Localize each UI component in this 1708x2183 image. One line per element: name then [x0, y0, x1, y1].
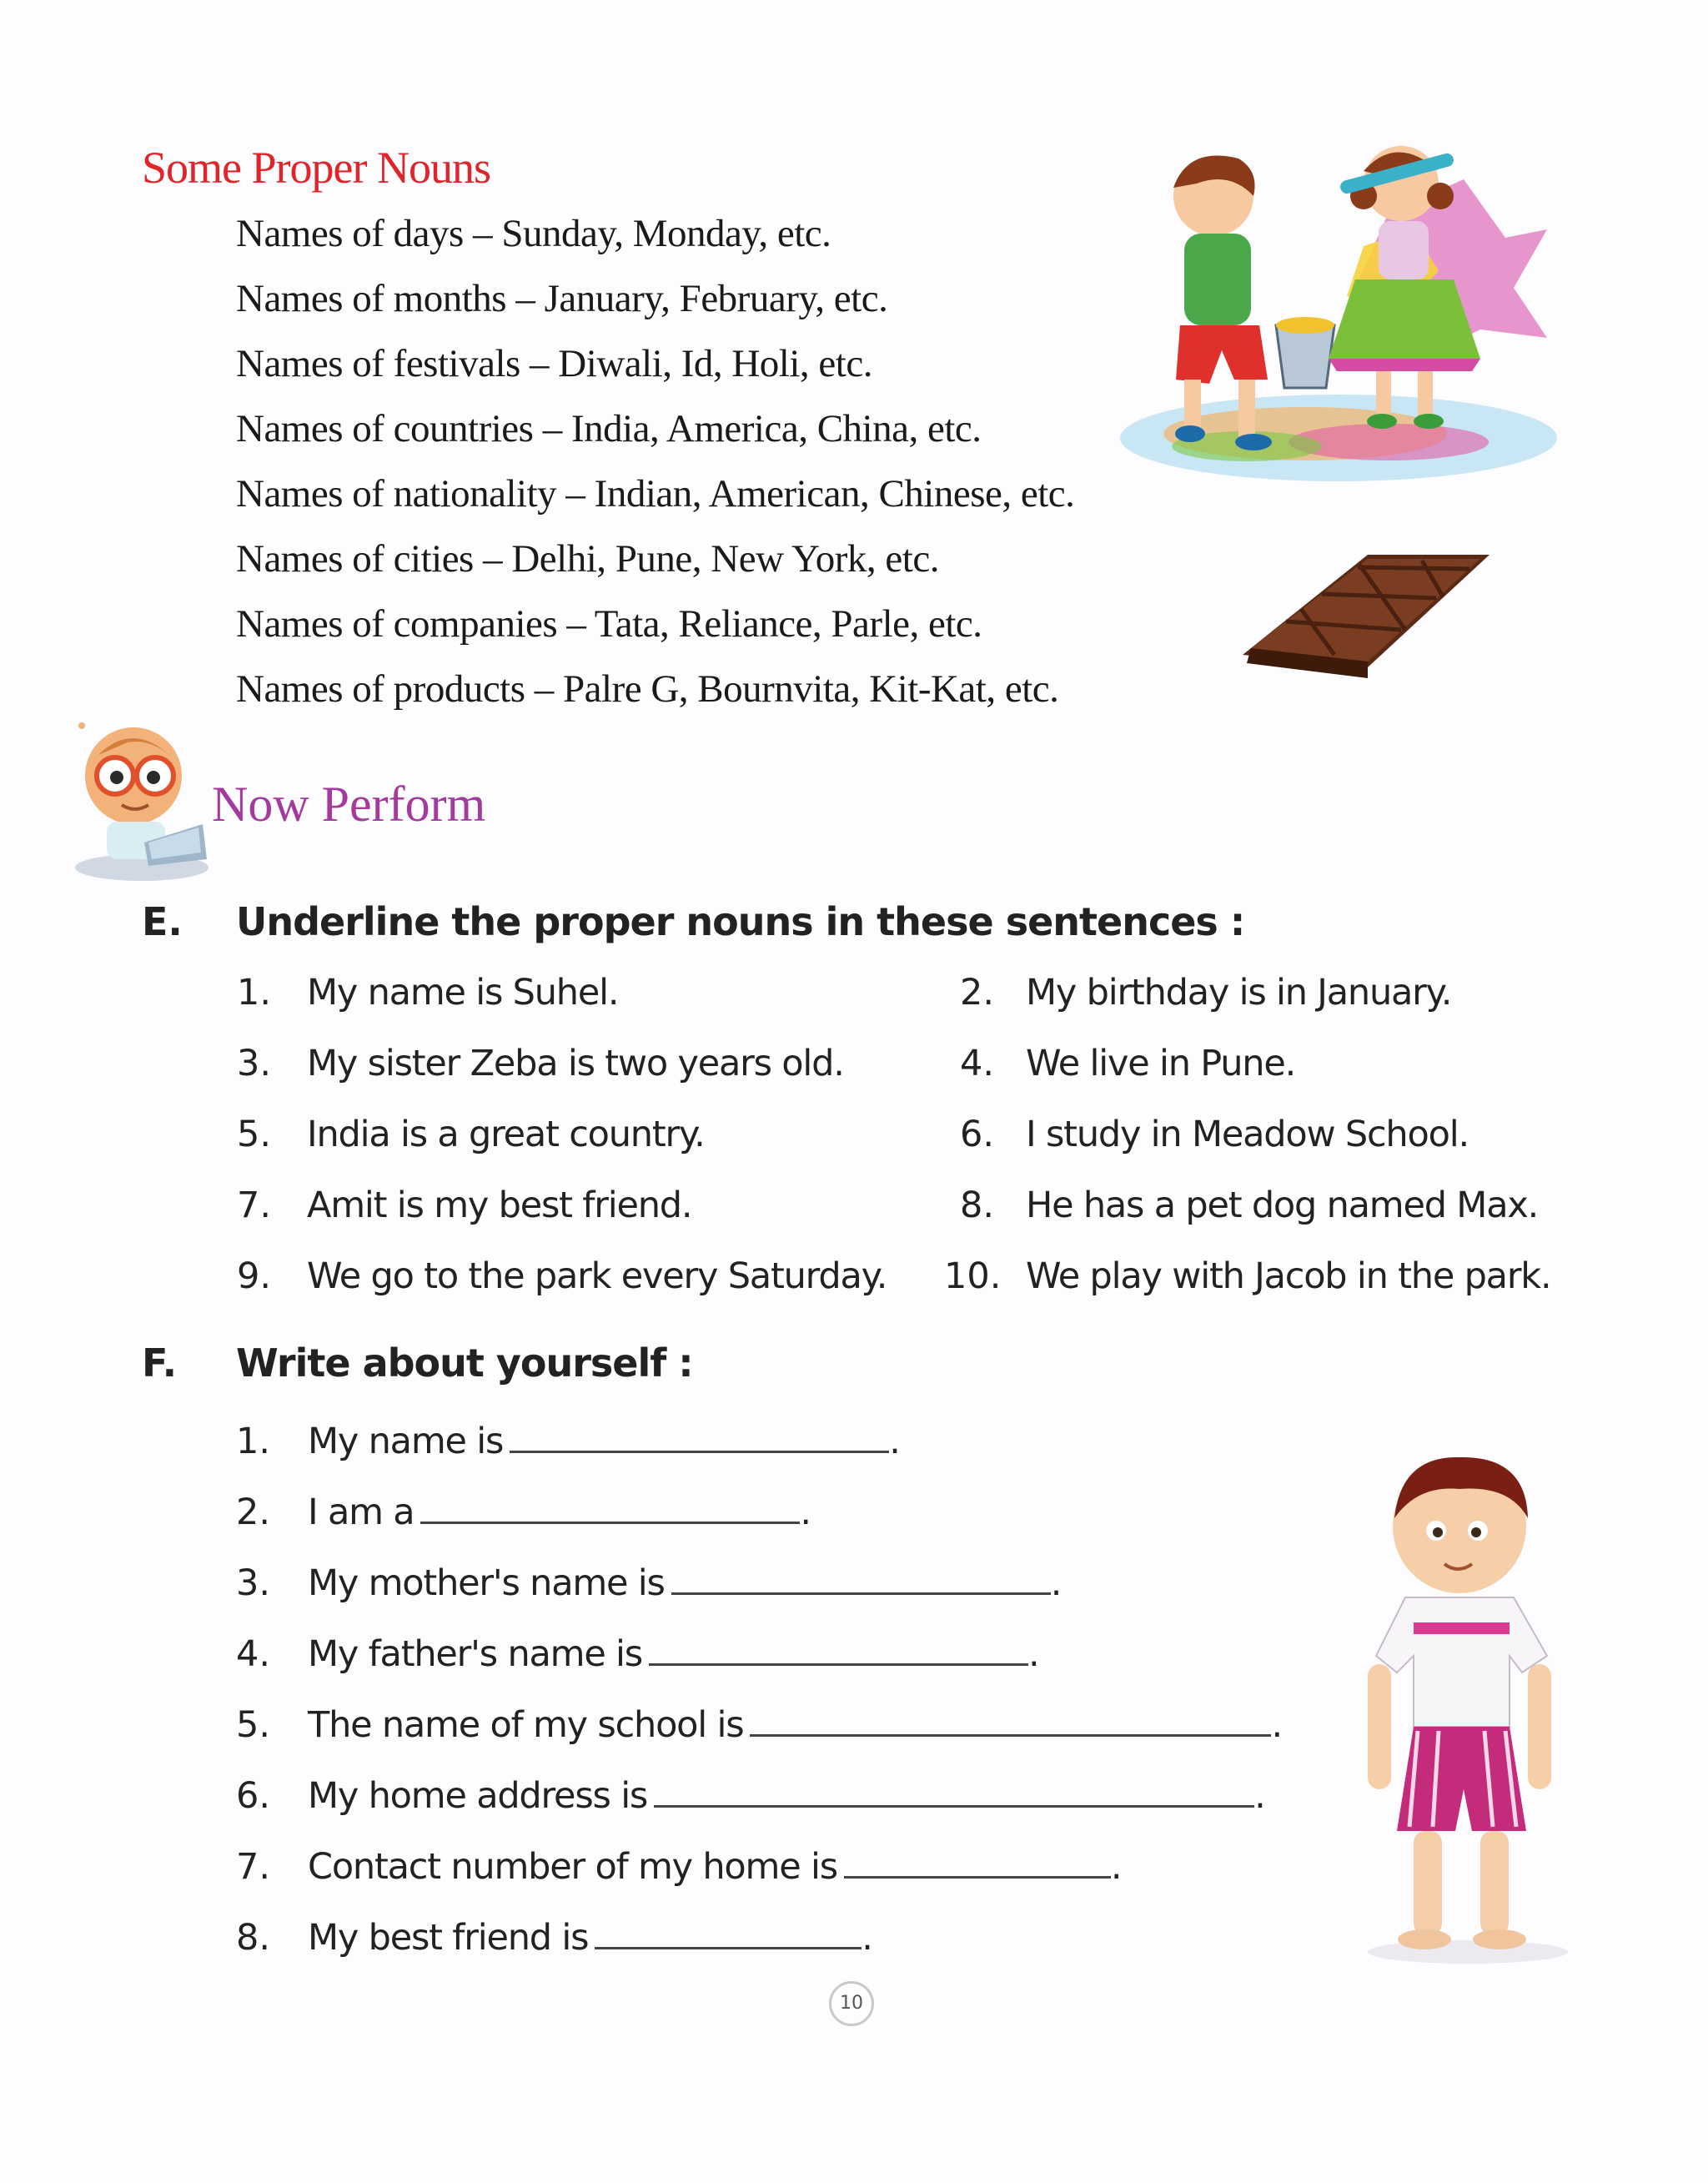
answer-blank[interactable] [844, 1839, 1111, 1879]
exercise-e-instruction: Underline the proper nouns in these sentences : [236, 899, 1245, 944]
exercise-e-sentence[interactable]: He has a pet dog named Max. [1026, 1185, 1539, 1226]
exercise-f-instruction: Write about yourself : [236, 1340, 693, 1386]
answer-blank[interactable] [649, 1627, 1028, 1666]
answer-blank[interactable] [750, 1698, 1271, 1737]
exercise-e-sentence[interactable]: We go to the park every Saturday. [307, 1255, 887, 1297]
baby-laptop-mascot [65, 717, 215, 884]
proper-noun-line: Names of countries – India, America, China, etc. [236, 407, 982, 450]
exercise-f-prompt: My home address is [308, 1775, 648, 1817]
exercise-f-row [236, 1485, 811, 1533]
exercise-e-item-number: 8. [959, 1185, 994, 1226]
page-number: 10 [829, 1981, 874, 2026]
exercise-f-row [236, 1698, 1283, 1746]
exercise-e-item-number: 9. [236, 1255, 271, 1297]
exercise-f-prompt: My mother's name is [308, 1562, 665, 1604]
proper-noun-line: Names of days – Sunday, Monday, etc. [236, 212, 831, 255]
exercise-f-item-number: 4. [236, 1633, 271, 1675]
exercise-e-item-number: 1. [236, 972, 271, 1014]
exercise-f-prompt: The name of my school is [308, 1704, 744, 1746]
exercise-e-sentence[interactable]: Amit is my best friend. [307, 1185, 692, 1226]
exercise-f-row [236, 1414, 901, 1462]
now-perform-title: Now Perform [212, 777, 486, 832]
proper-noun-line: Names of festivals – Diwali, Id, Holi, etc. [236, 342, 872, 385]
exercise-f-prompt: My father's name is [308, 1633, 643, 1675]
exercise-e-sentence[interactable]: My birthday is in January. [1026, 972, 1452, 1014]
full-stop: . [1028, 1633, 1040, 1675]
exercise-f-item-number: 6. [236, 1775, 271, 1817]
full-stop: . [1271, 1704, 1284, 1746]
answer-blank[interactable] [510, 1414, 889, 1453]
exercise-f-item-number: 5. [236, 1704, 271, 1746]
proper-noun-line: Names of cities – Delhi, Pune, New York, etc. [236, 537, 939, 581]
exercise-f-letter: F. [142, 1340, 178, 1386]
full-stop: . [1050, 1562, 1062, 1604]
exercise-f-prompt: I am a [308, 1491, 414, 1533]
exercise-e-letter: E. [142, 899, 183, 944]
exercise-f-row [236, 1768, 1266, 1817]
full-stop: . [1254, 1775, 1266, 1817]
proper-noun-line: Names of nationality – Indian, American, Chinese, etc. [236, 472, 1075, 516]
exercise-f-row [236, 1910, 873, 1959]
answer-blank[interactable] [671, 1556, 1051, 1595]
exercise-f-prompt: Contact number of my home is [308, 1846, 837, 1888]
section-title: Some Proper Nouns [142, 143, 490, 193]
exercise-f-item-number: 8. [236, 1917, 271, 1959]
holi-children-illustration [1113, 138, 1564, 488]
exercise-e-sentence[interactable]: My name is Suhel. [307, 972, 619, 1014]
proper-noun-line: Names of months – January, February, etc. [236, 277, 888, 320]
exercise-e-item-number: 5. [236, 1114, 271, 1155]
proper-noun-line: Names of products – Palre G, Bournvita, Kit-Kat, etc. [236, 667, 1059, 711]
exercise-f-item-number: 3. [236, 1562, 271, 1604]
exercise-f-prompt: My best friend is [308, 1917, 589, 1959]
exercise-e-item-number: 3. [236, 1043, 271, 1084]
exercise-e-item-number: 6. [959, 1114, 994, 1155]
exercise-e-item-number: 2. [959, 972, 994, 1014]
exercise-f-item-number: 7. [236, 1846, 271, 1888]
exercise-e-sentence[interactable]: We play with Jacob in the park. [1026, 1255, 1551, 1297]
exercise-e-sentence[interactable]: We live in Pune. [1026, 1043, 1296, 1084]
exercise-f-row [236, 1556, 1062, 1604]
exercise-f-row [236, 1839, 1123, 1888]
answer-blank[interactable] [654, 1768, 1254, 1808]
exercise-e-sentence[interactable]: I study in Meadow School. [1026, 1114, 1469, 1155]
proper-noun-line: Names of companies – Tata, Reliance, Parle, etc. [236, 602, 982, 646]
exercise-e-item-number: 7. [236, 1185, 271, 1226]
full-stop: . [889, 1421, 901, 1462]
answer-blank[interactable] [420, 1485, 800, 1524]
exercise-f-item-number: 2. [236, 1491, 271, 1533]
answer-blank[interactable] [595, 1910, 862, 1949]
exercise-e-sentence[interactable]: My sister Zeba is two years old. [307, 1043, 844, 1084]
child-standing-illustration [1334, 1439, 1601, 1973]
full-stop: . [1110, 1846, 1123, 1888]
exercise-e-item-number: 10. [944, 1255, 1002, 1297]
exercise-f-item-number: 1. [236, 1421, 271, 1462]
chocolate-bar-illustration [1243, 546, 1493, 684]
exercise-f-row [236, 1627, 1040, 1675]
exercise-e-sentence[interactable]: India is a great country. [307, 1114, 705, 1155]
full-stop: . [800, 1491, 812, 1533]
exercise-e-item-number: 4. [959, 1043, 994, 1084]
exercise-f-prompt: My name is [308, 1421, 504, 1462]
full-stop: . [862, 1917, 873, 1959]
